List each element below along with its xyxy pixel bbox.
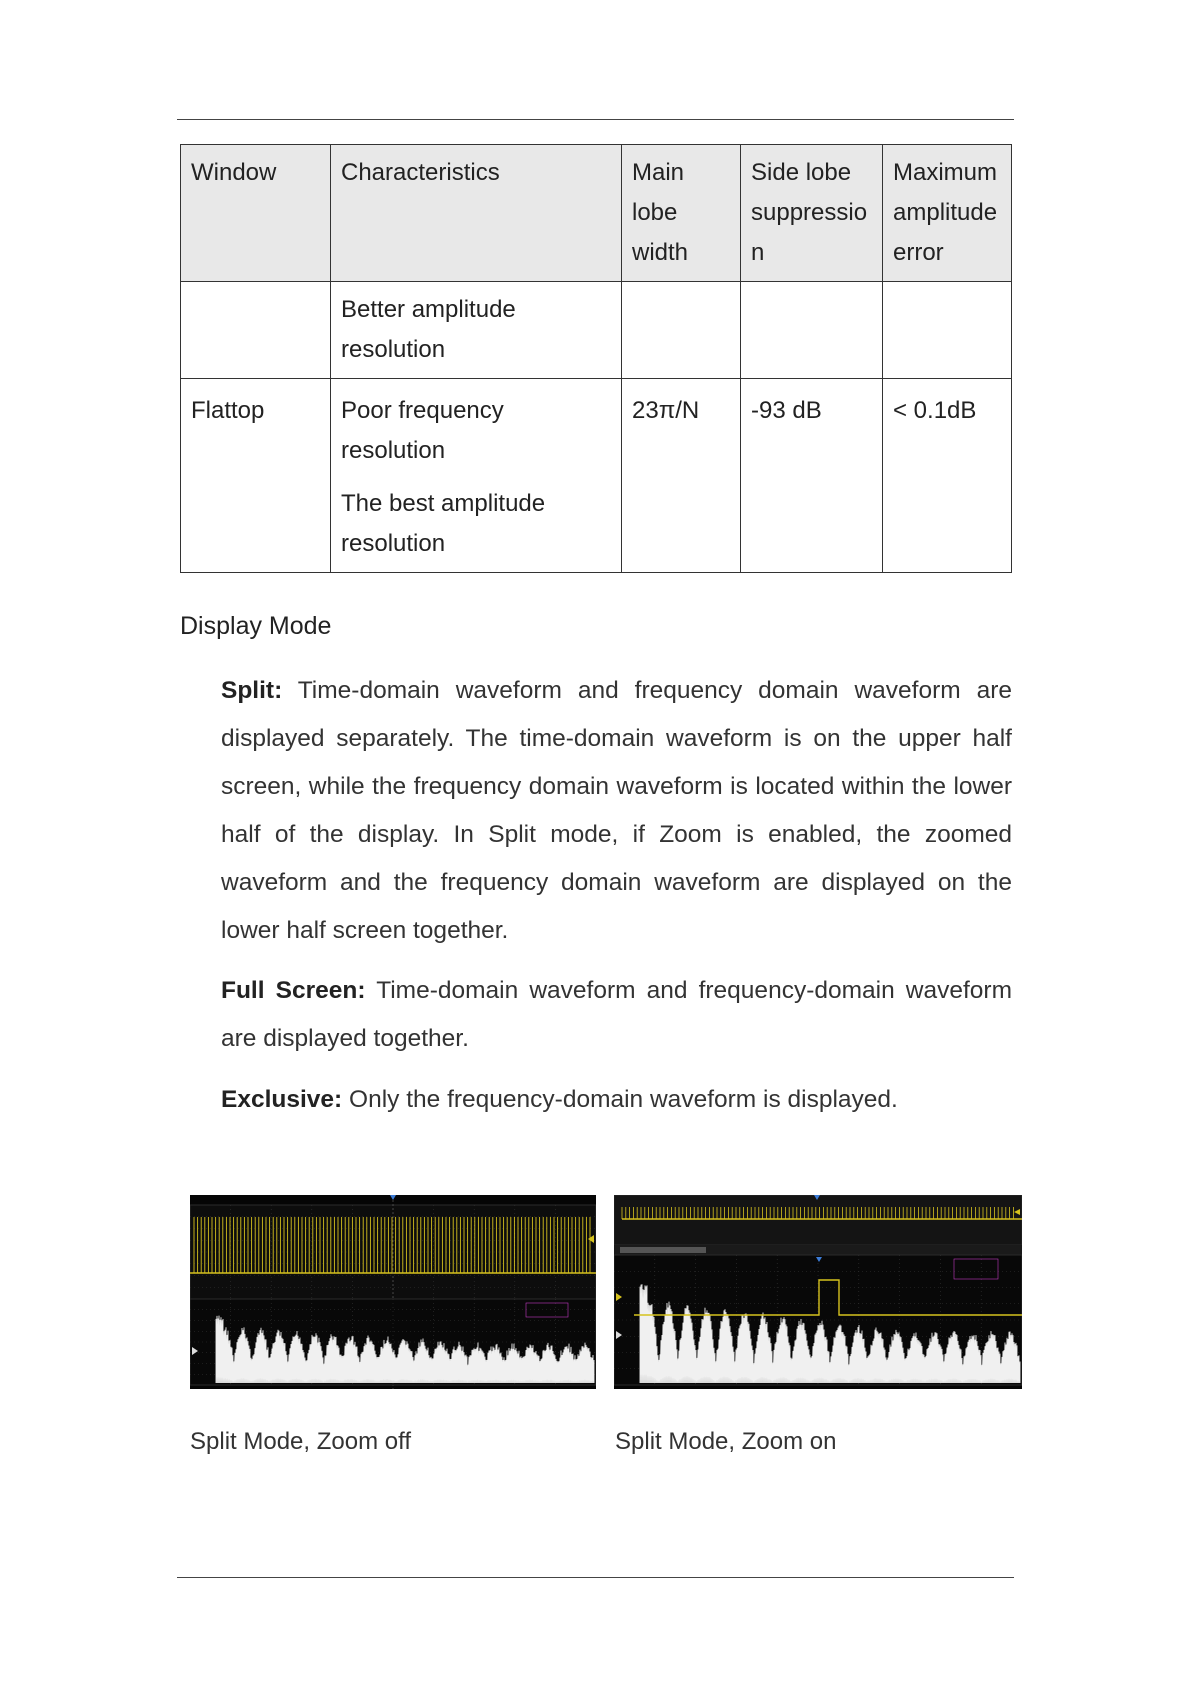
row1-window: [181, 282, 331, 379]
header-characteristics: Characteristics: [331, 145, 622, 282]
footer-rule: [177, 1577, 1014, 1578]
split-paragraph: [221, 667, 1012, 955]
full-screen-paragraph: [221, 967, 1012, 1063]
row2-main-lobe: 23π/N: [622, 379, 741, 573]
row1-max-error: [883, 282, 1012, 379]
split-label: Split:: [221, 677, 283, 704]
zoom-status-text-block: [620, 1247, 706, 1253]
row2-window: Flattop: [181, 379, 331, 573]
row1-characteristics: Better amplitude resolution: [331, 282, 622, 379]
row1-main-lobe: [622, 282, 741, 379]
header-window: Window: [181, 145, 331, 282]
header-max-error: Maximum amplitude error: [883, 145, 1012, 282]
row1-side-lobe: [741, 282, 883, 379]
table-row: [181, 282, 1012, 379]
scope-display-1: [190, 1195, 596, 1389]
split-text: Time-domain waveform and frequency domain waveform are displayed separately. The time-domain waveform is on the upper half screen, while the frequency domain waveform is located within the lower half of the display. In Split mode, if Zoom is enabled, the zoomed waveform and the frequency domain waveform are displayed on the lower half screen together.: [221, 677, 1013, 944]
row2-max-error: < 0.1dB: [883, 379, 1012, 573]
oscilloscope-screenshot-zoom-on: [614, 1195, 1022, 1389]
full-screen-text: Time-domain waveform and frequency-domain waveform are displayed together.: [221, 977, 1012, 1052]
scope-display-2: [614, 1195, 1022, 1389]
full-screen-label: Full Screen:: [221, 977, 366, 1004]
window-table: [180, 144, 1012, 573]
exclusive-paragraph: [221, 1076, 1012, 1124]
exclusive-label: Exclusive:: [221, 1086, 343, 1113]
row2-side-lobe: -93 dB: [741, 379, 883, 573]
caption-zoom-off: Split Mode, Zoom off: [190, 1428, 411, 1455]
row2-characteristics: Poor frequency resolution The best amplitude resolution: [331, 379, 622, 573]
table-header-row: [181, 145, 1012, 282]
caption-zoom-on: Split Mode, Zoom on: [615, 1428, 837, 1455]
table-row: [181, 379, 1012, 573]
oscilloscope-screenshot-zoom-off: [190, 1195, 596, 1389]
exclusive-text: Only the frequency-domain waveform is displayed.: [349, 1086, 898, 1113]
header-main-lobe: Main lobe width: [622, 145, 741, 282]
header-side-lobe: Side lobe suppressio n: [741, 145, 883, 282]
section-title: Display Mode: [180, 612, 332, 640]
header-rule: [177, 119, 1014, 120]
